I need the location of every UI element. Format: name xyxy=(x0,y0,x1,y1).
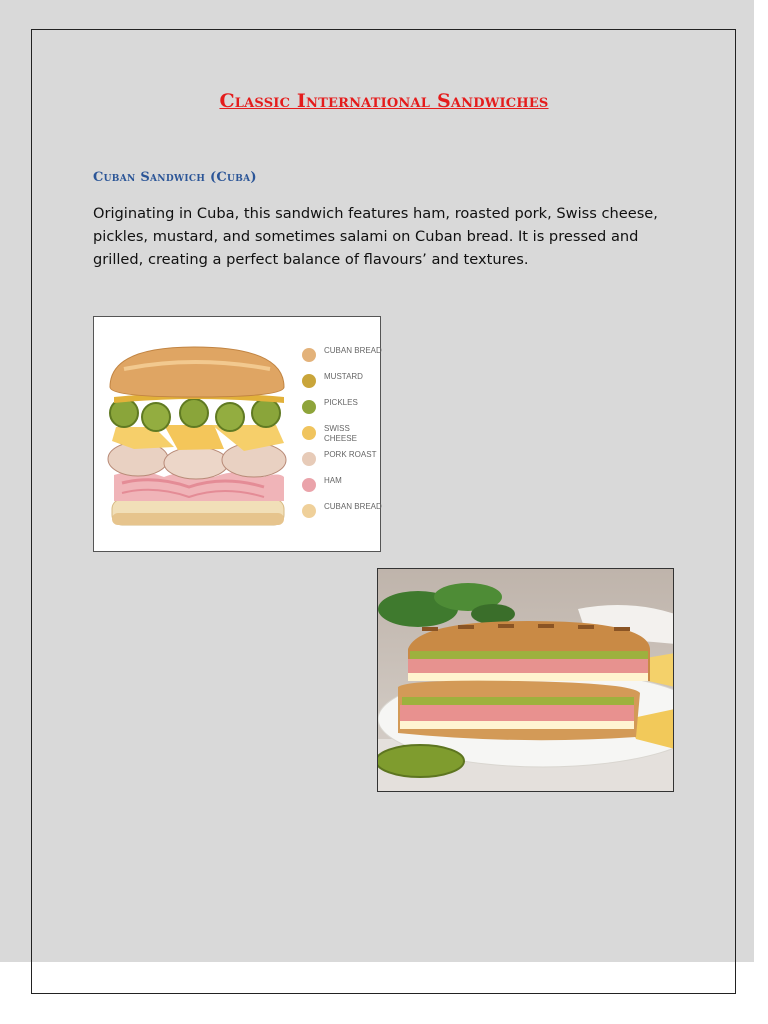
sandwich-photo-illustration xyxy=(378,569,674,792)
legend-label: MUSTARD xyxy=(324,372,363,381)
legend-label: SWISS CHEESE xyxy=(324,424,357,443)
cuban-sandwich-photo xyxy=(377,568,674,792)
legend-item xyxy=(302,475,382,501)
cuban-bread-swatch xyxy=(302,348,316,362)
section-heading: Cuban Sandwich (Cuba) xyxy=(93,170,257,185)
legend-label: PICKLES xyxy=(324,398,358,407)
legend-label: CUBAN BREAD xyxy=(324,502,382,511)
swiss-cheese-swatch xyxy=(302,426,316,440)
body-paragraph: Originating in Cuba, this sandwich features ham, roasted pork, Swiss cheese, pickles, mustard, and sometimes salami on Cuban bread. It is pressed and grilled, creating a perfect balance of flavours’ and textures. xyxy=(93,205,658,268)
legend-label: CUBAN BREAD xyxy=(324,346,382,355)
legend-item xyxy=(302,449,382,475)
cuban-bread-bottom-swatch xyxy=(302,504,316,518)
pork-roast-swatch xyxy=(302,452,316,466)
legend-label: PORK ROAST xyxy=(324,450,377,459)
legend-item xyxy=(302,345,382,371)
ham-swatch xyxy=(302,478,316,492)
sandwich-layers-diagram xyxy=(93,316,381,552)
sandwich-stack-illustration xyxy=(94,317,294,553)
ingredient-legend xyxy=(302,345,382,527)
legend-item xyxy=(302,371,382,397)
mustard-swatch xyxy=(302,374,316,388)
pickles-swatch xyxy=(302,400,316,414)
document-title: Classic International Sandwiches xyxy=(219,90,549,112)
legend-item xyxy=(302,423,382,449)
legend-item xyxy=(302,501,382,527)
legend-label: HAM xyxy=(324,476,342,485)
legend-item xyxy=(302,397,382,423)
